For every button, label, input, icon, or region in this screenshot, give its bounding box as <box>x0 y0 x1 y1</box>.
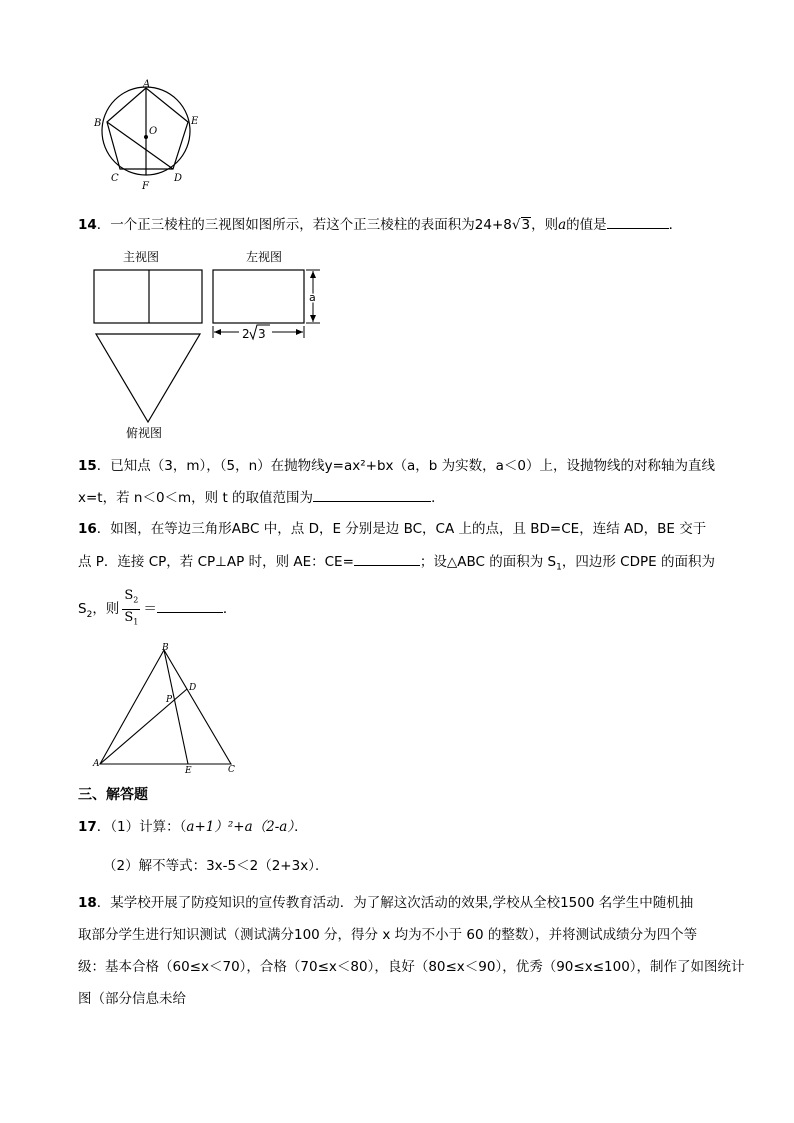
question-17-part2: （2）解不等式：3x-5＜2（2+3x）． <box>103 858 329 874</box>
sqrt-symbol: √ <box>511 217 521 233</box>
frac-num-sub: 2 <box>133 595 139 605</box>
q16-line2b: ；设△ABC 的面积为 S <box>419 554 557 570</box>
fig16-label-B: B <box>162 643 169 653</box>
question-14 <box>78 214 682 234</box>
label-O: O <box>149 126 158 137</box>
q14-answer-blank[interactable] <box>607 214 669 229</box>
dim-a-arrow-down <box>310 315 316 322</box>
center-point <box>144 135 148 139</box>
dim-a-arrow-up <box>310 271 316 278</box>
section-3-heading: 三、解答题 <box>78 787 148 803</box>
label-E: E <box>191 116 199 127</box>
label-A: A <box>143 79 151 90</box>
question-17-part1 <box>78 818 308 836</box>
question-18-line4: 图（部分信息未给 <box>78 991 186 1007</box>
question-18-line3: 级：基本合格（60≤x＜70），合格（70≤x＜80），良好（80≤x＜90），优秀（90≤x≤100），制作了如图统计 <box>78 959 745 975</box>
q17-part1-end: ． <box>294 819 308 835</box>
q18-number: 18 <box>78 895 97 911</box>
dim-w-arrow-right <box>296 329 303 335</box>
segment-AD <box>100 689 187 764</box>
top-view-label: 俯视图 <box>126 426 163 440</box>
label-D: D <box>174 173 183 184</box>
fig16-label-P: P <box>166 695 173 705</box>
frac-den-sub: 1 <box>133 617 139 627</box>
dim-width-sqrt: 3 <box>258 327 266 341</box>
front-view-rect <box>94 270 202 323</box>
pentagon-circle-figure <box>90 78 210 193</box>
q17-part1-prefix: ．（1）计算：（ <box>96 819 187 835</box>
q14-area-expr: 24+8 <box>474 217 512 233</box>
q16-line2c: ，四边形 CDPE 的面积为 <box>561 554 715 570</box>
frac-den: S <box>124 609 134 625</box>
label-F: F <box>142 181 149 192</box>
question-16-line2 <box>78 551 715 577</box>
q16-fraction <box>122 588 140 630</box>
q15-number: 15 <box>78 458 97 474</box>
q17-number: 17 <box>78 819 97 835</box>
left-view-label: 左视图 <box>246 250 283 264</box>
label-C: C <box>111 173 119 184</box>
question-15-line1 <box>78 457 715 475</box>
fig16-label-A: A <box>93 759 100 769</box>
q15-line1: ．已知点（3，m），（5，n）在抛物线y=ax²+bx（a，b 为实数，a＜0）上，设抛物线的对称轴为直线 <box>96 458 716 474</box>
q14-end: ． <box>668 217 683 233</box>
q16-line3-then: ，则 <box>92 601 120 618</box>
q16-line3-eq: ＝ <box>143 601 157 618</box>
q14-text-after: 的值是 <box>566 217 607 233</box>
front-view-label: 主视图 <box>123 250 160 264</box>
q16-line1: ．如图，在等边三角形ABC 中，点 D，E 分别是边 BC，CA 上的点，且 BD=CE，连结 AD，BE 交于 <box>96 521 707 537</box>
triangle-figure <box>90 642 250 777</box>
question-18-line2: 取部分学生进行知识测试（测试满分100 分，得分 x 均为不小于 60 的整数），并将测试成绩分为四个等 <box>78 927 698 943</box>
segment-BE <box>164 650 188 764</box>
q16-line3-s: S <box>78 601 87 618</box>
dim-w-arrow-left <box>214 329 221 335</box>
fig16-label-D: D <box>189 683 197 693</box>
q16-line3-sub: 2 <box>86 609 93 620</box>
question-15-line2 <box>78 487 445 507</box>
q16-answer-blank-2[interactable] <box>157 598 223 613</box>
left-view-rect <box>213 270 304 323</box>
q16-number: 16 <box>78 521 97 537</box>
q14-text-before: ．一个正三棱柱的三视图如图所示，若这个正三棱柱的表面积为 <box>96 217 475 233</box>
q16-line2-sub: 1 <box>556 562 562 573</box>
q18-line1: ．某学校开展了防疫知识的宣传教育活动．为了解这次活动的效果,学校从全校1500 名学生中随机抽 <box>96 895 694 911</box>
q14-var: a <box>558 217 567 233</box>
q15-end: ． <box>431 490 445 506</box>
q14-number: 14 <box>78 217 97 233</box>
q16-answer-blank-1[interactable] <box>354 551 420 566</box>
dim-a-label: a <box>309 291 316 304</box>
three-views-figure <box>88 246 328 442</box>
dim-width-coef: 2 <box>242 327 250 341</box>
q16-line2a: 点 P．连接 CP，若 CP⊥AP 时，则 AE：CE= <box>78 554 354 570</box>
question-18-line1 <box>78 894 693 912</box>
q15-answer-blank[interactable] <box>313 487 431 502</box>
q17-part1-expr: a+1）²+a（2-a） <box>186 819 295 835</box>
pentagon <box>107 88 188 169</box>
frac-num: S <box>124 588 134 603</box>
question-16-line3 <box>78 588 236 632</box>
q16-end: ． <box>222 601 237 618</box>
top-view-triangle <box>96 334 200 422</box>
fig16-label-E: E <box>185 766 192 776</box>
fig16-label-C: C <box>228 765 235 775</box>
label-B: B <box>94 118 102 129</box>
q14-sqrt-arg: 3 <box>521 217 531 233</box>
q15-line2: x=t，若 n＜0＜m，则 t 的取值范围为 <box>78 490 314 506</box>
q14-text-mid: ，则 <box>531 217 559 233</box>
question-16-line1 <box>78 520 706 538</box>
segment-BD <box>107 122 173 169</box>
